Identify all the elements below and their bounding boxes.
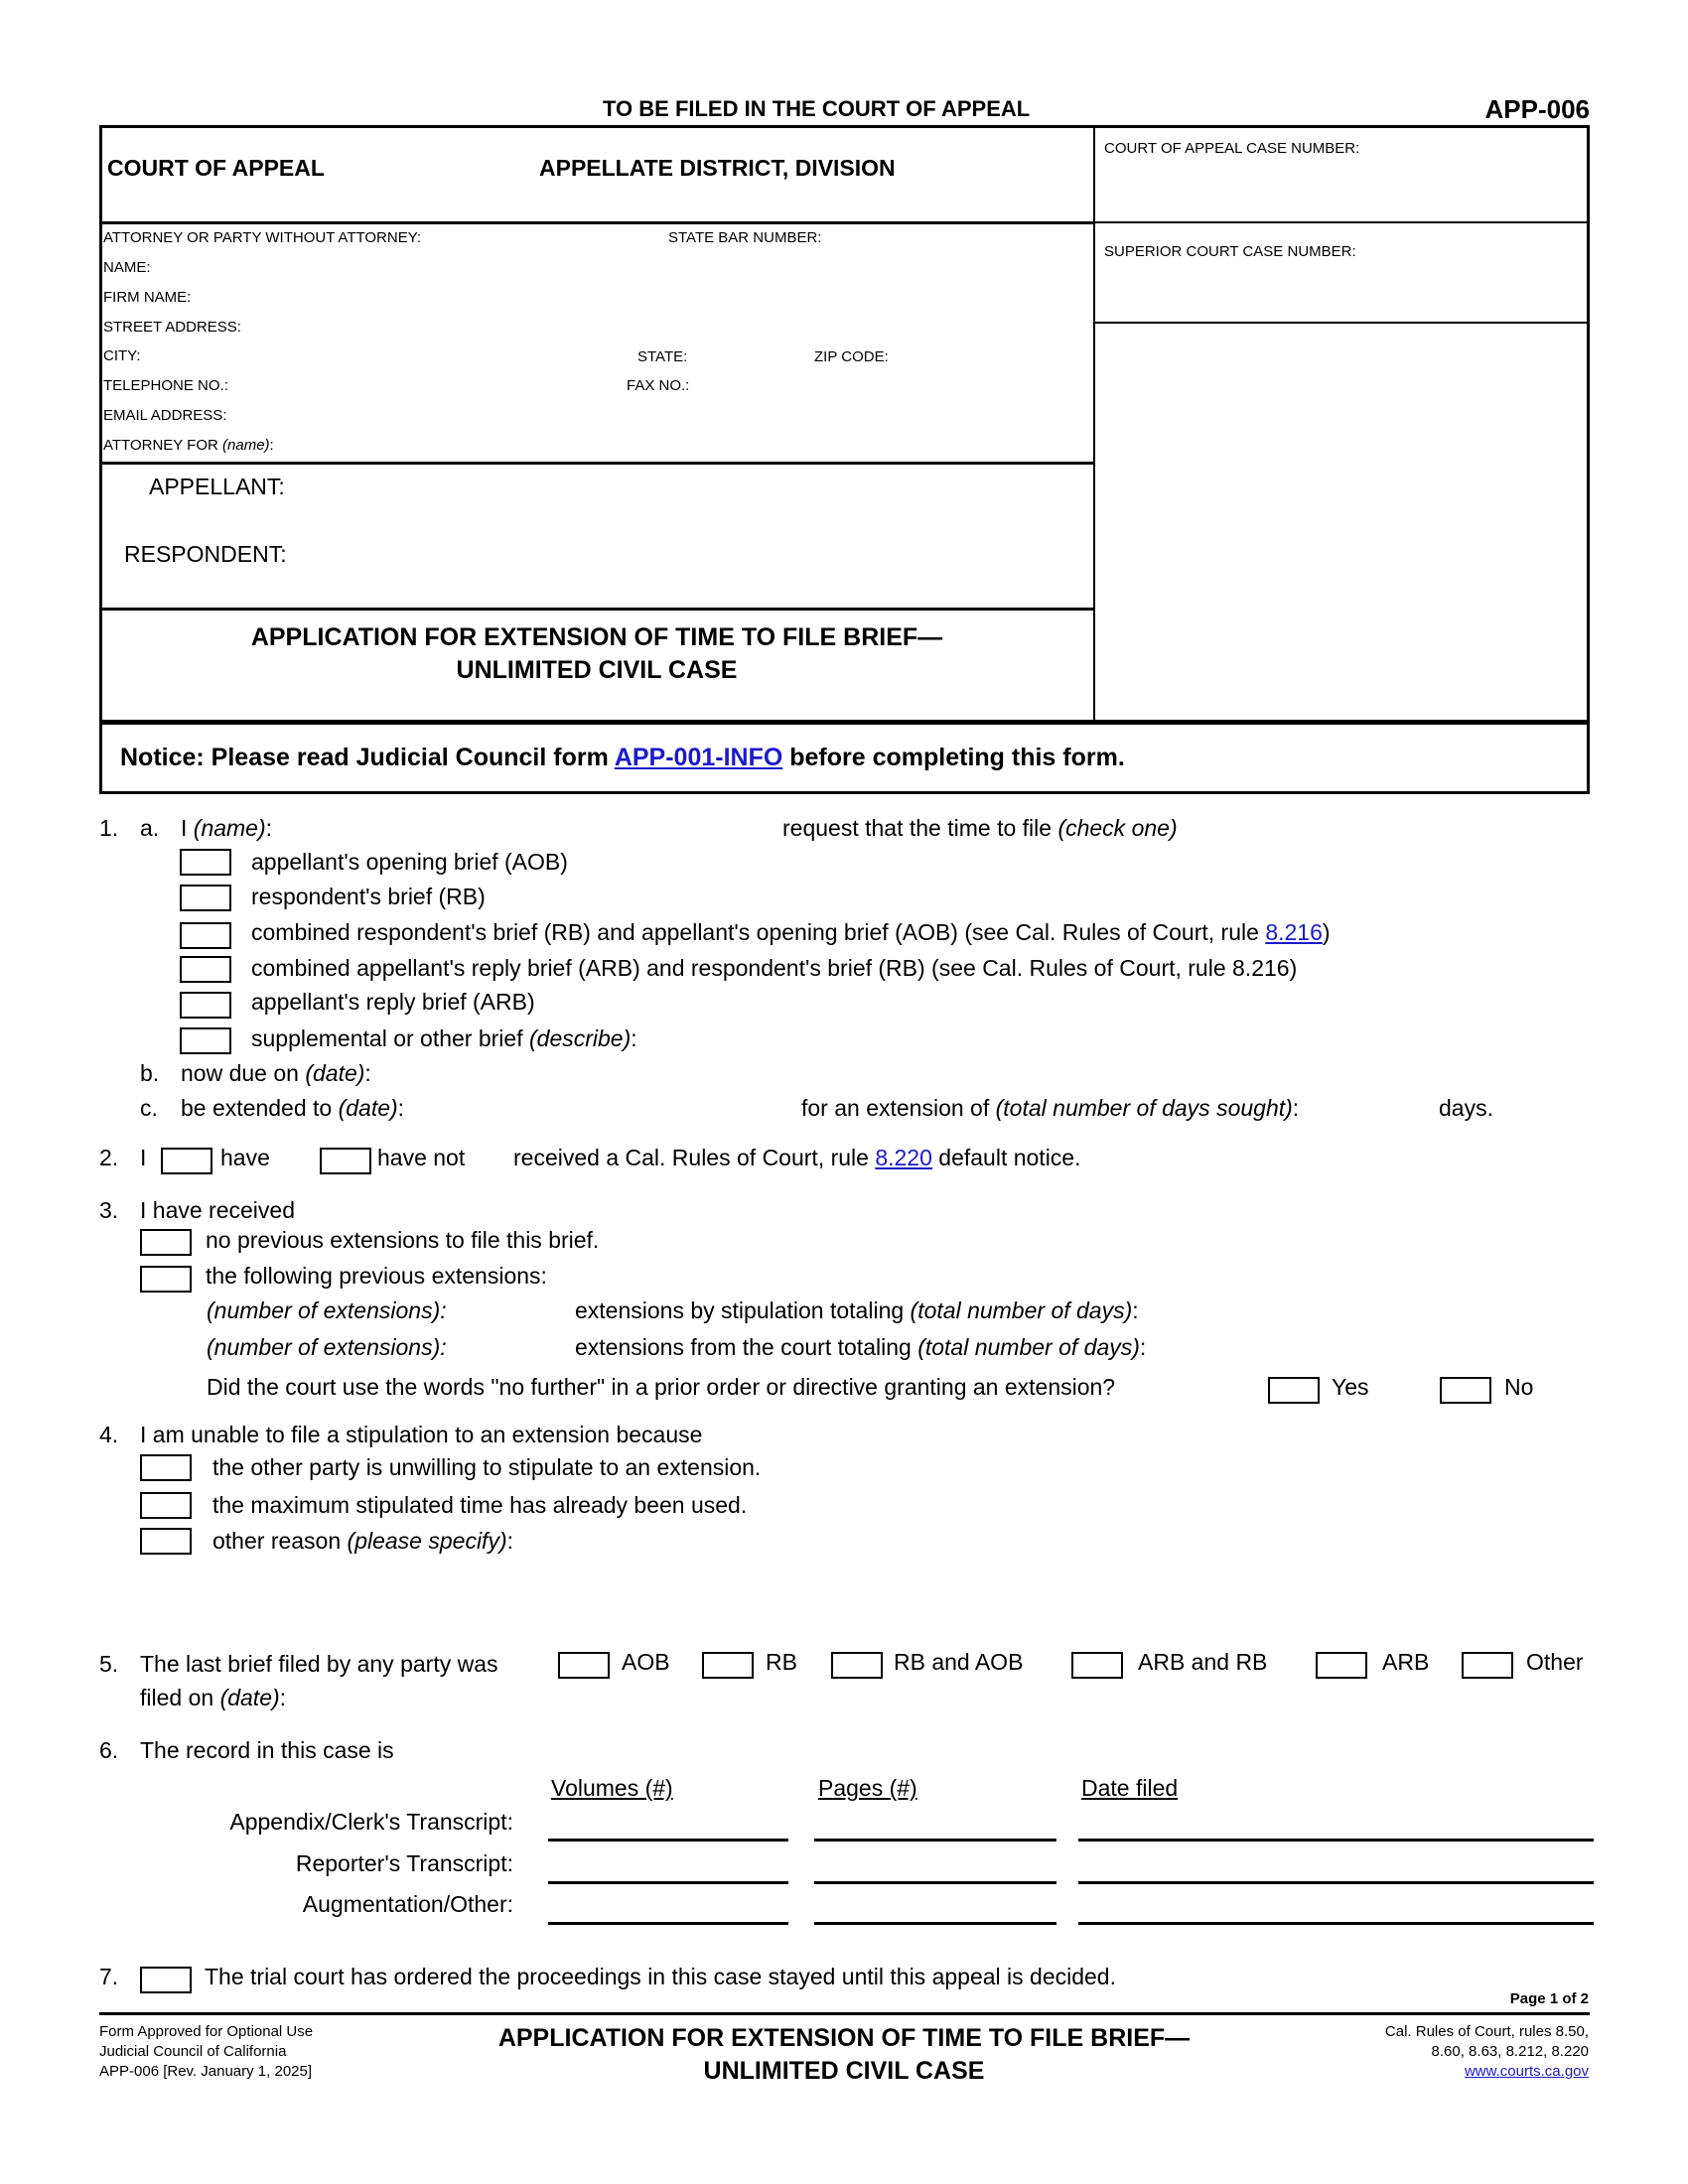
s4-other-reason-label: other reason (please specify): xyxy=(212,1528,513,1554)
city-label: CITY: xyxy=(103,347,141,364)
s1b-date-field[interactable] xyxy=(392,1057,889,1087)
s5-rb-label: RB xyxy=(766,1649,797,1675)
s5-rb-aob-label: RB and AOB xyxy=(894,1649,1024,1675)
footer-council: Judicial Council of California xyxy=(99,2043,287,2060)
zip-code-label: ZIP CODE: xyxy=(814,348,889,365)
divider xyxy=(1093,221,1590,223)
s5-other-label: Other xyxy=(1526,1649,1584,1675)
rule-8220-link[interactable]: 8.220 xyxy=(875,1145,932,1170)
s6-reporter-pages-field[interactable] xyxy=(814,1881,1056,1884)
s4-lead: I am unable to file a stipulation to an extension because xyxy=(140,1422,703,1447)
s7-stayed-label: The trial court has ordered the proceedings in this case stayed until this appeal is decided. xyxy=(205,1964,1116,1989)
attorney-heading: ATTORNEY OR PARTY WITHOUT ATTORNEY: xyxy=(103,229,422,246)
footer-left xyxy=(99,2022,313,2082)
name-label: NAME: xyxy=(103,259,151,276)
footer-right xyxy=(1385,2022,1589,2082)
s1-rb-label: respondent's brief (RB) xyxy=(251,884,486,909)
s5-filed-on-field[interactable] xyxy=(308,1682,804,1711)
s1c-letter: c. xyxy=(140,1095,158,1121)
appellant-label: APPELLANT: xyxy=(149,474,285,499)
s3-from-court-label: extensions from the court totaling (total number of days): xyxy=(575,1334,1147,1360)
s4-unwilling-label: the other party is unwilling to stipulate to an extension. xyxy=(212,1454,762,1480)
s1-arb-rb-checkbox[interactable] xyxy=(180,956,231,983)
s4-other-reason-checkbox[interactable] xyxy=(140,1528,192,1555)
s2-number: 2. xyxy=(99,1145,119,1170)
s3-stip-count-field[interactable] xyxy=(477,1295,566,1324)
s5-number: 5. xyxy=(99,1651,119,1677)
s2-received-text: received a Cal. Rules of Court, rule 8.220 default notice. xyxy=(513,1145,1081,1170)
s6-appendix-pages-field[interactable] xyxy=(814,1839,1056,1842)
footer-rule xyxy=(99,2012,1590,2015)
s4-maximum-used-label: the maximum stipulated time has already been used. xyxy=(212,1492,748,1518)
s3-no-further-question: Did the court use the words "no further" in a prior order or directive granting an extension? xyxy=(207,1374,1116,1400)
s2-have-checkbox[interactable] xyxy=(161,1148,212,1174)
district-label: APPELLATE DISTRICT, DIVISION xyxy=(539,155,896,181)
rule-8216-link[interactable]: 8.216 xyxy=(1265,919,1323,945)
s3-no-label: No xyxy=(1504,1374,1534,1400)
s5-rb-checkbox[interactable] xyxy=(702,1652,754,1679)
s3-no-previous-checkbox[interactable] xyxy=(140,1229,192,1256)
s6-row-appendix: Appendix/Clerk's Transcript: xyxy=(229,1809,513,1835)
s5-arb-rb-label: ARB and RB xyxy=(1138,1649,1268,1675)
s6-appendix-volumes-field[interactable] xyxy=(548,1839,788,1842)
footer-rules-1: Cal. Rules of Court, rules 8.50, xyxy=(1384,2023,1589,2040)
appeal-case-number-field[interactable] xyxy=(1102,164,1579,215)
s1-supplemental-checkbox[interactable] xyxy=(180,1027,231,1054)
s1-supplemental-field[interactable] xyxy=(675,1023,1569,1052)
s1-aob-label: appellant's opening brief (AOB) xyxy=(251,849,568,875)
s1-arb-label: appellant's reply brief (ARB) xyxy=(251,989,535,1015)
s1-arb-checkbox[interactable] xyxy=(180,992,231,1019)
s1a-letter: a. xyxy=(140,815,160,841)
s6-row-reporter: Reporter's Transcript: xyxy=(295,1850,513,1876)
s3-following-checkbox[interactable] xyxy=(140,1266,192,1293)
s1c-date-field[interactable] xyxy=(427,1092,784,1122)
state-bar-label: STATE BAR NUMBER: xyxy=(668,229,822,246)
s5-rb-aob-checkbox[interactable] xyxy=(831,1652,883,1679)
divider xyxy=(99,221,1094,224)
appeal-case-number-label: COURT OF APPEAL CASE NUMBER: xyxy=(1104,140,1360,157)
s1-supplemental-label: supplemental or other brief (describe): xyxy=(251,1025,637,1051)
s6-reporter-volumes-field[interactable] xyxy=(548,1881,788,1884)
page-number: Page 1 of 2 xyxy=(1509,1990,1589,2007)
footer-title-line1: APPLICATION FOR EXTENSION OF TIME TO FILE BRIEF— xyxy=(497,2024,1191,2052)
s1b-letter: b. xyxy=(140,1060,160,1086)
fax-label: FAX NO.: xyxy=(627,377,690,394)
courts-website-link[interactable]: www.courts.ca.gov xyxy=(1464,2063,1589,2080)
s3-court-days-field[interactable] xyxy=(1203,1331,1402,1361)
respondent-field[interactable] xyxy=(308,538,1072,568)
filed-in-heading: TO BE FILED IN THE COURT OF APPEAL xyxy=(603,96,1031,121)
s4-unwilling-checkbox[interactable] xyxy=(140,1454,192,1481)
form-title-line1: APPLICATION FOR EXTENSION OF TIME TO FILE BRIEF— xyxy=(250,623,943,651)
s6-number: 6. xyxy=(99,1737,119,1763)
form-id: APP-006 xyxy=(1484,94,1590,124)
s1-rb-checkbox[interactable] xyxy=(180,885,231,911)
appellant-field[interactable] xyxy=(308,471,1072,500)
divider xyxy=(99,462,1094,465)
s5-arb-rb-checkbox[interactable] xyxy=(1071,1652,1123,1679)
s3-stip-days-field[interactable] xyxy=(1196,1295,1395,1324)
s3-lead: I have received xyxy=(140,1197,295,1223)
s5-other-checkbox[interactable] xyxy=(1462,1652,1513,1679)
s6-lead: The record in this case is xyxy=(140,1737,394,1763)
s7-number: 7. xyxy=(99,1964,119,1989)
s3-no-checkbox[interactable] xyxy=(1440,1377,1491,1404)
s1-rb-aob-label: combined respondent's brief (RB) and appellant's opening brief (AOB) (see Cal. Rules of Court, rule 8.216) xyxy=(251,919,1331,945)
s1c-extension-label: for an extension of (total number of days sought): xyxy=(801,1095,1300,1121)
street-address-label: STREET ADDRESS: xyxy=(103,319,241,336)
respondent-label: RESPONDENT: xyxy=(124,541,287,567)
s4-number: 4. xyxy=(99,1422,119,1447)
superior-case-number-label: SUPERIOR COURT CASE NUMBER: xyxy=(1104,243,1356,260)
state-label: STATE: xyxy=(637,348,688,365)
s1c-days-label: days. xyxy=(1439,1095,1493,1121)
email-label: EMAIL ADDRESS: xyxy=(103,407,227,424)
s1b-label: now due on (date): xyxy=(181,1060,371,1086)
s3-yes-checkbox[interactable] xyxy=(1268,1377,1320,1404)
divider xyxy=(99,608,1094,611)
s5-aob-checkbox[interactable] xyxy=(558,1652,610,1679)
s2-have-label: have xyxy=(220,1145,270,1170)
s1-arb-rb-label: combined appellant's reply brief (ARB) and respondent's brief (RB) (see Cal. Rules of Court, rule 8.216) xyxy=(251,955,1298,981)
form-title-line2: UNLIMITED CIVIL CASE xyxy=(456,656,738,684)
s1c-label: be extended to (date): xyxy=(181,1095,405,1121)
superior-case-number-field[interactable] xyxy=(1102,266,1579,316)
s3-yes-label: Yes xyxy=(1332,1374,1369,1400)
s6-col-volumes: Volumes (#) xyxy=(551,1775,673,1801)
footer-revision: APP-006 [Rev. January 1, 2025] xyxy=(99,2063,313,2080)
s5-filed-on-label: filed on (date): xyxy=(140,1685,287,1710)
s3-following-label: the following previous extensions: xyxy=(206,1263,547,1289)
s6-augmentation-volumes-field[interactable] xyxy=(548,1922,788,1925)
s5-arb-checkbox[interactable] xyxy=(1316,1652,1367,1679)
s1-rb-aob-checkbox[interactable] xyxy=(180,922,231,949)
s6-augmentation-date-field[interactable] xyxy=(1078,1922,1594,1925)
s5-arb-label: ARB xyxy=(1382,1649,1430,1675)
s3-num-ext-label-1: (number of extensions): xyxy=(207,1297,447,1323)
firm-name-label: FIRM NAME: xyxy=(103,289,192,306)
s3-by-stipulation-label: extensions by stipulation totaling (total number of days): xyxy=(575,1297,1139,1323)
footer-approval: Form Approved for Optional Use xyxy=(99,2023,314,2040)
s6-row-augmentation: Augmentation/Other: xyxy=(302,1891,513,1917)
court-label: COURT OF APPEAL xyxy=(107,155,325,181)
s6-augmentation-pages-field[interactable] xyxy=(814,1922,1056,1925)
s7-stayed-checkbox[interactable] xyxy=(140,1967,192,1993)
s6-col-pages: Pages (#) xyxy=(818,1775,917,1801)
s6-reporter-date-field[interactable] xyxy=(1078,1881,1594,1884)
s1a-name-field[interactable] xyxy=(298,812,774,842)
footer-rules-2: 8.60, 8.63, 8.212, 8.220 xyxy=(1431,2043,1589,2060)
s1-number: 1. xyxy=(99,815,119,841)
s3-number: 3. xyxy=(99,1197,119,1223)
s4-maximum-used-checkbox[interactable] xyxy=(140,1492,192,1519)
s5-lead: The last brief filed by any party was xyxy=(140,1651,498,1677)
s2-have-not-label: have not xyxy=(377,1145,466,1170)
s2-i: I xyxy=(140,1145,147,1170)
attorney-for-label: ATTORNEY FOR (name): xyxy=(103,437,274,454)
footer-title-line2: UNLIMITED CIVIL CASE xyxy=(703,2057,985,2085)
s2-have-not-checkbox[interactable] xyxy=(320,1148,371,1174)
s1-aob-checkbox[interactable] xyxy=(180,849,231,876)
s3-num-ext-label-2: (number of extensions): xyxy=(207,1334,447,1360)
s6-col-date: Date filed xyxy=(1081,1775,1179,1801)
s6-appendix-date-field[interactable] xyxy=(1078,1839,1594,1842)
s3-no-previous-label: no previous extensions to file this brief. xyxy=(206,1227,600,1253)
s5-aob-label: AOB xyxy=(622,1649,670,1675)
s4-other-reason-field[interactable] xyxy=(212,1561,1583,1640)
s1a-request-label: request that the time to file (check one) xyxy=(782,815,1178,841)
s3-court-count-field[interactable] xyxy=(477,1331,566,1361)
divider xyxy=(1093,322,1590,324)
telephone-label: TELEPHONE NO.: xyxy=(103,377,228,394)
s1a-name-label: I (name): xyxy=(181,815,273,841)
s1c-days-field[interactable] xyxy=(1348,1092,1438,1122)
notice-text: Notice: Please read Judicial Council form APP-001-INFO before completing this form. xyxy=(120,744,1125,771)
app-001-info-link[interactable]: APP-001-INFO xyxy=(614,744,783,771)
